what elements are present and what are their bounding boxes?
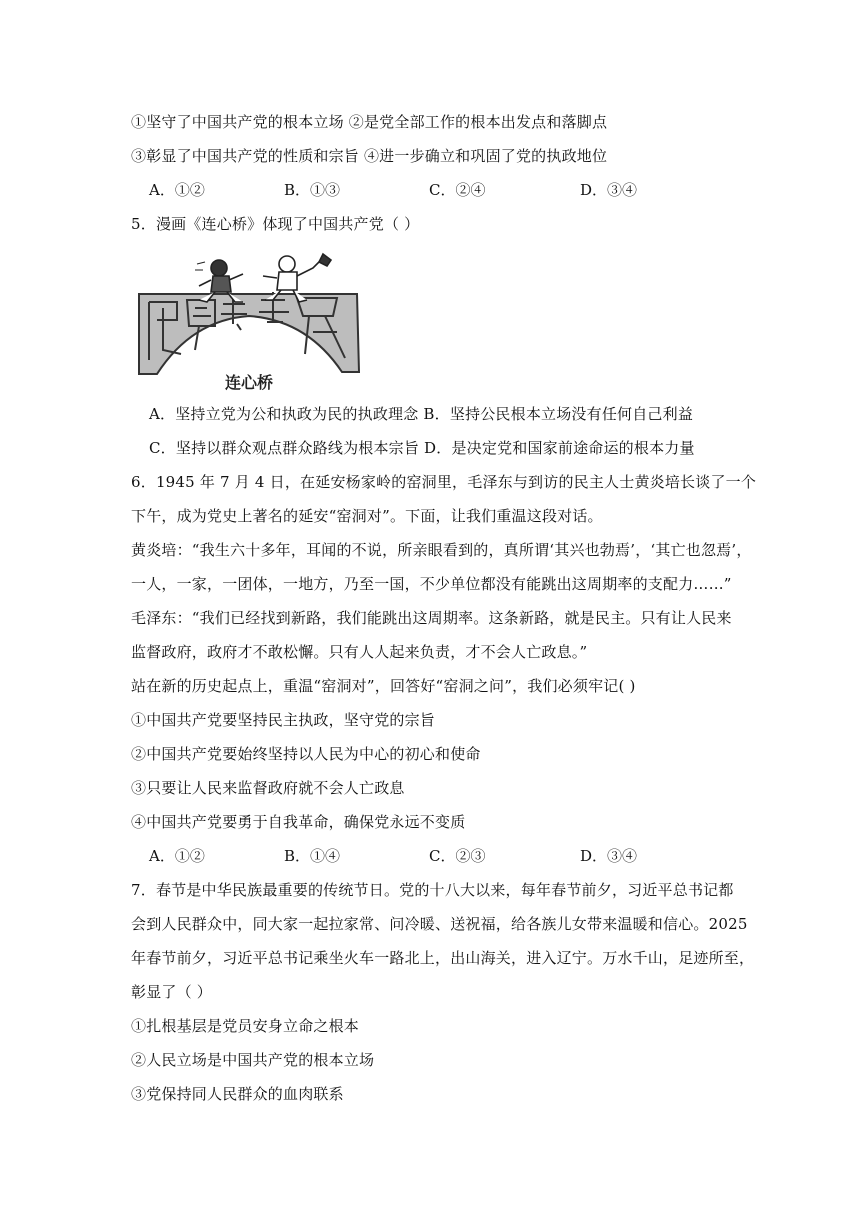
q6-mao-line-2: 监督政府，政府才不敢松懈。只有人人起来负责，才不会人亡政息。”	[131, 643, 588, 661]
q6-option-d[interactable]: D．③④	[580, 847, 638, 865]
q7-statement-3: ③党保持同人民群众的血肉联系	[131, 1085, 344, 1103]
q5-stem: 5．漫画《连心桥》体现了中国共产党（ ）	[131, 215, 420, 233]
q6-stem-line-1: 6．1945 年 7 月 4 日，在延安杨家岭的窑洞里，毛泽东与到访的民主人士黄炎培长谈了一个	[131, 473, 757, 491]
q5-options-row-1[interactable]: A．坚持立党为公和执政为民的执政理念 B．坚持公民根本立场没有任何自己利益	[149, 405, 694, 423]
q7-stem-line-4: 彰显了（ ）	[131, 983, 212, 1001]
q6-statement-2: ②中国共产党要始终坚持以人民为中心的初心和使命	[131, 745, 481, 763]
q7-stem-line-2: 会到人民群众中，同大家一起拉家常、问冷暖、送祝福，给各族儿女带来温暖和信心。2025	[131, 915, 748, 933]
q6-statement-1: ①中国共产党要坚持民主执政，坚守党的宗旨	[131, 711, 436, 729]
q6-question: 站在新的历史起点上，重温“窑洞对”，回答好“窑洞之问”，我们必须牢记( )	[131, 677, 636, 695]
lianxinqiao-comic-image	[137, 250, 367, 395]
q4-option-a[interactable]: A．①②	[149, 181, 205, 199]
q5-options-row-2[interactable]: C．坚持以群众观点群众路线为根本宗旨 D．是决定党和国家前途命运的根本力量	[149, 439, 695, 457]
q6-huang-line-2: 一人，一家，一团体，一地方，乃至一国，不少单位都没有能跳出这周期率的支配力……”	[131, 575, 732, 593]
q6-option-a[interactable]: A．①②	[149, 847, 205, 865]
q7-statement-1: ①扎根基层是党员安身立命之根本	[131, 1017, 360, 1035]
q6-option-c[interactable]: C．②③	[429, 847, 486, 865]
q6-mao-line-1: 毛泽东：“我们已经找到新路，我们能跳出这周期率。这条新路，就是民主。只有让人民来	[131, 609, 732, 627]
q4-statements-row-2: ③彰显了中国共产党的性质和宗旨 ④进一步确立和巩固了党的执政地位	[131, 147, 608, 165]
q4-option-c[interactable]: C．②④	[429, 181, 486, 199]
q7-stem-line-1: 7．春节是中华民族最重要的传统节日。党的十八大以来，每年春节前夕，习近平总书记都	[131, 881, 734, 899]
q6-statement-3: ③只要让人民来监督政府就不会人亡政息	[131, 779, 405, 797]
q7-stem-line-3: 年春节前夕，习近平总书记乘坐火车一路北上，出山海关，进入辽宁。万水千山，足迹所至，	[131, 949, 755, 967]
q4-statements-row-1: ①坚守了中国共产党的根本立场 ②是党全部工作的根本出发点和落脚点	[131, 113, 608, 131]
comic-caption: 连心桥	[225, 373, 274, 392]
q6-huang-line-1: 黄炎培：“我生六十多年，耳闻的不说，所亲眼看到的，真所谓‘其兴也勃焉’，‘其亡也忽焉’，	[131, 541, 752, 559]
q4-option-d[interactable]: D．③④	[580, 181, 638, 199]
q6-stem-line-2: 下午，成为党史上著名的延安“窑洞对”。下面，让我们重温这段对话。	[131, 507, 603, 525]
q6-statement-4: ④中国共产党要勇于自我革命，确保党永远不变质	[131, 813, 466, 831]
q4-option-b[interactable]: B．①③	[284, 181, 341, 199]
q7-statement-2: ②人民立场是中国共产党的根本立场	[131, 1051, 375, 1069]
q6-option-b[interactable]: B．①④	[284, 847, 341, 865]
